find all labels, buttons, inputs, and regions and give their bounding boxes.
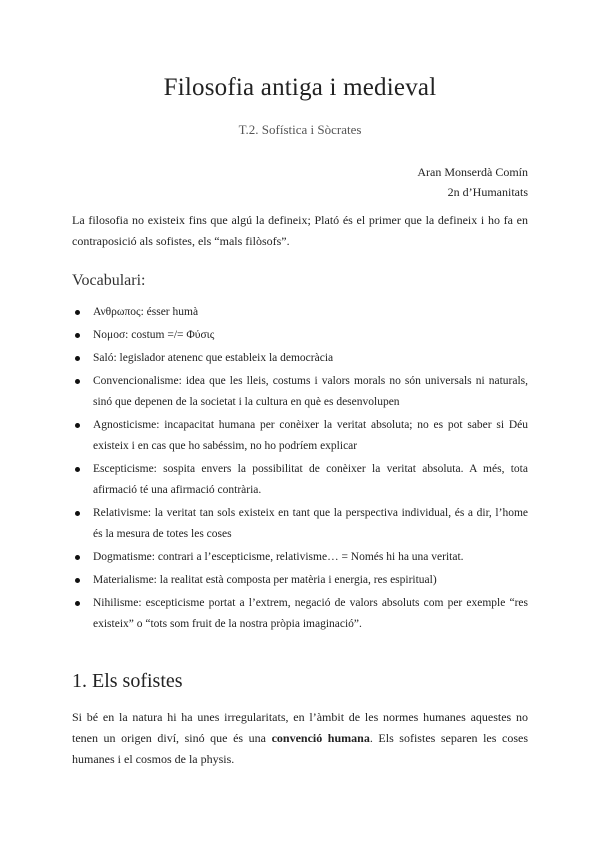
list-item: Ανθρωπος: ésser humà <box>72 302 528 323</box>
list-item: Materialisme: la realitat està composta per matèria i energia, res espiritual) <box>72 570 528 591</box>
section-paragraph <box>72 707 528 770</box>
author-name: Aran Monserdà Comín <box>417 165 528 179</box>
course-name: 2n d’Humanitats <box>447 185 528 199</box>
section-text-part-a: Si bé en la natura hi ha unes irregularitats, en l’àmbit de les normes humanes aquestes no tenen un origen diví, sinó que és una <box>72 710 528 745</box>
list-item: Relativisme: la veritat tan sols existeix en tant que la perspectiva individual, és a dir, l’home és la mesura de totes les coses <box>72 503 528 545</box>
list-item: Dogmatisme: contrari a l’escepticisme, relativisme… = Només hi ha una veritat. <box>72 547 528 568</box>
intro-paragraph: La filosofia no existeix fins que algú la defineix; Plató és el primer que la defineix i ho fa en contraposició als sofistes, els “mals filòsofs”. <box>72 213 528 248</box>
section-heading: 1. Els sofistes <box>72 670 183 692</box>
list-item: Saló: legislador atenenc que estableix la democràcia <box>72 348 528 369</box>
section-text-part-b: . Els sofistes separen les coses humanes i el cosmos de la physis. <box>72 731 528 766</box>
author-block <box>417 162 528 202</box>
list-item: Agnosticisme: incapacitat humana per conèixer la veritat absoluta; no es pot saber si Déu existeix i en cas que ho sabéssim, no ho podríem explicar <box>72 415 528 457</box>
vocab-heading: Vocabulari: <box>72 272 146 289</box>
document-subtitle: T.2. Sofística i Sòcrates <box>238 122 362 137</box>
list-item: Νομοσ: costum =/= Φύσις <box>72 325 528 346</box>
vocab-list <box>72 302 528 637</box>
document-title: Filosofia antiga i medieval <box>163 74 437 101</box>
list-item: Escepticisme: sospita envers la possibilitat de conèixer la veritat absoluta. A més, tota afirmació té una afirmació contrària. <box>72 459 528 501</box>
list-item: Nihilisme: escepticisme portat a l’extrem, negació de valors absoluts com per exemple “res existeix” o “tots som fruit de la nostra pròpia imaginació”. <box>72 593 528 635</box>
list-item: Convencionalisme: idea que les lleis, costums i valors morals no són universals ni naturals, sinó que depenen de la societat i la cultura en què es desenvolupen <box>72 371 528 413</box>
section-text-bold: convenció humana <box>271 731 370 745</box>
